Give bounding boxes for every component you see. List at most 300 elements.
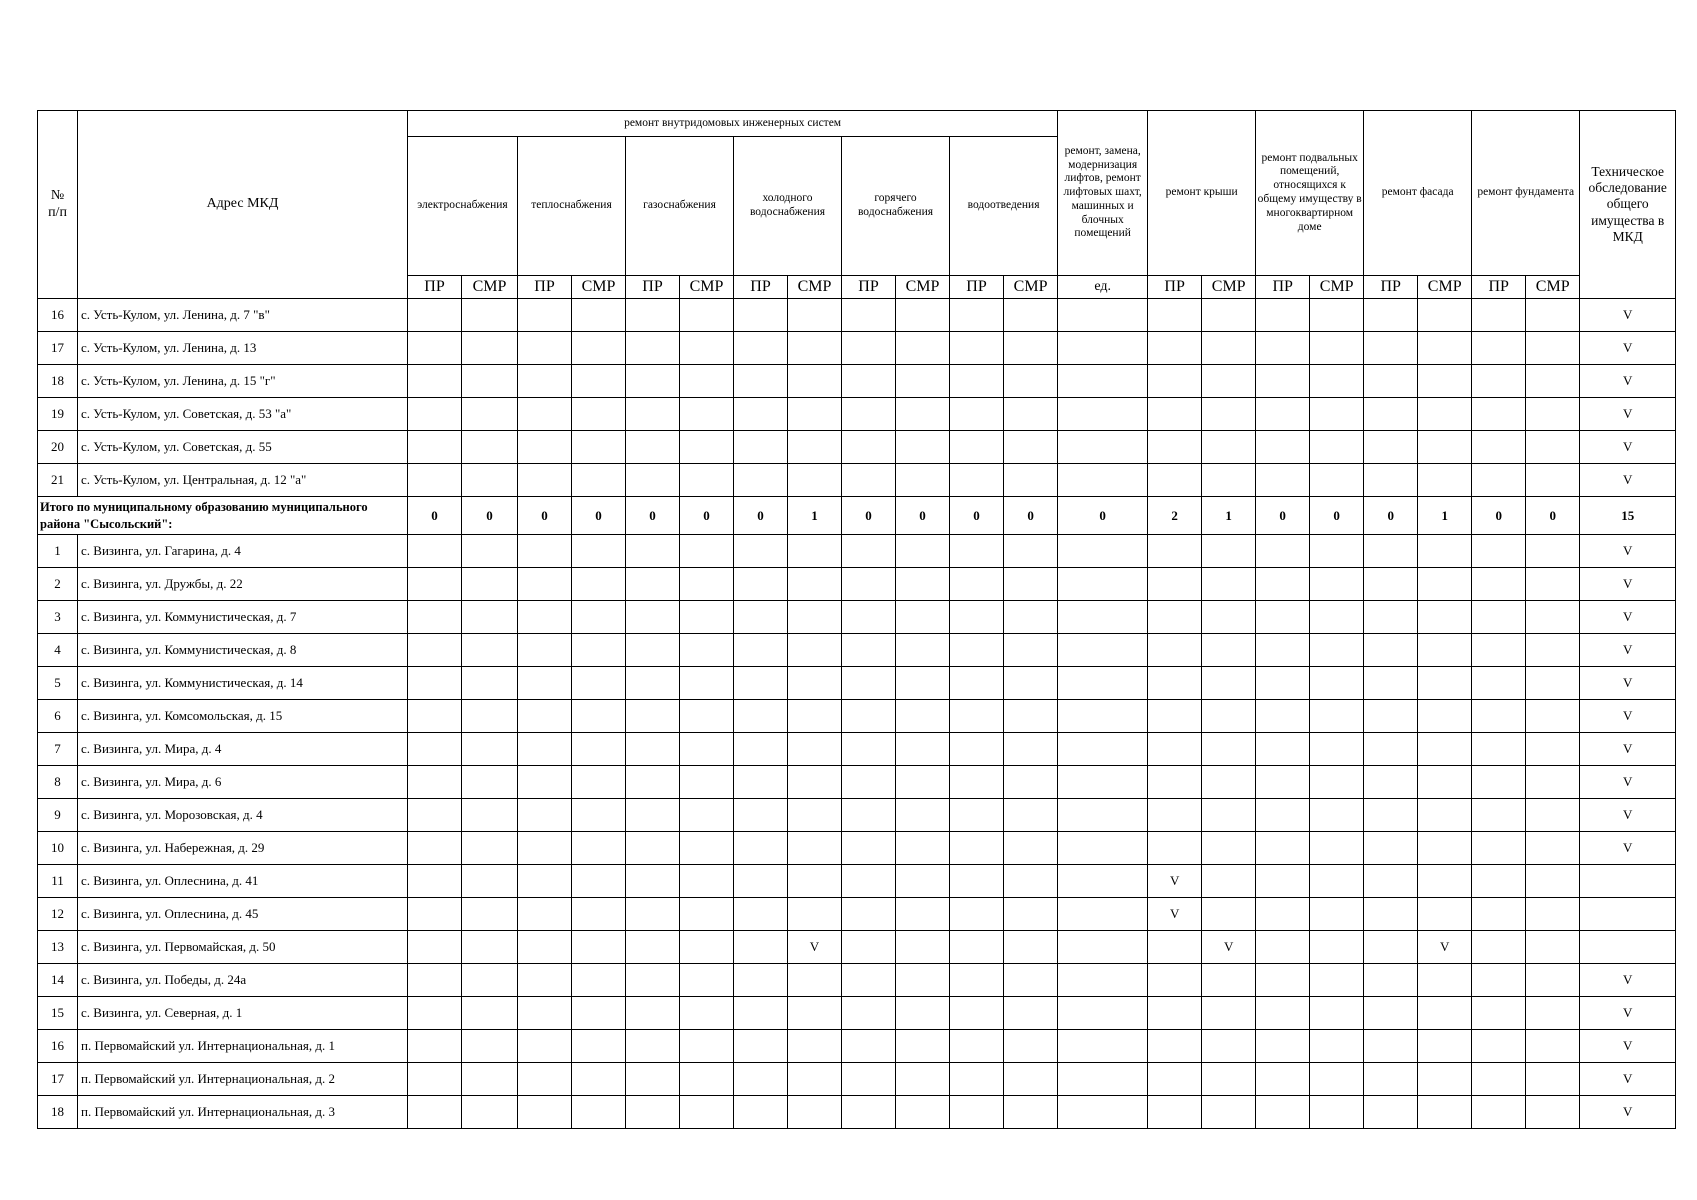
row-mark-cell [626, 332, 680, 365]
row-mark-cell [1004, 431, 1058, 464]
total-value: 0 [680, 497, 734, 535]
row-mark-cell [518, 733, 572, 766]
row-mark-cell [1418, 1030, 1472, 1063]
total-value: 0 [572, 497, 626, 535]
row-mark-cell [950, 997, 1004, 1030]
row-mark-cell [788, 832, 842, 865]
row-mark-cell [1310, 299, 1364, 332]
row-mark-cell [1148, 700, 1202, 733]
row-mark-cell [518, 865, 572, 898]
row-mark-cell [1418, 464, 1472, 497]
row-mark-cell [518, 601, 572, 634]
row-mark-cell [408, 667, 462, 700]
row-mark-cell [1310, 667, 1364, 700]
row-mark-cell [896, 535, 950, 568]
row-mark-cell [842, 1030, 896, 1063]
row-mark-cell [408, 766, 462, 799]
row-mark-cell [842, 535, 896, 568]
row-mark-cell [626, 634, 680, 667]
row-mark-cell [518, 667, 572, 700]
row-mark-cell [896, 299, 950, 332]
row-mark-cell [680, 733, 734, 766]
row-mark-cell [1472, 931, 1526, 964]
row-mark-cell [1364, 733, 1418, 766]
basement-header: ремонт подвальных помещений, относящихся к общему имуществу в многоквартирном доме [1256, 111, 1364, 276]
row-mark-cell [1472, 1030, 1526, 1063]
row-mark-cell [1472, 398, 1526, 431]
row-mark-cell [950, 431, 1004, 464]
engineering-systems-header: ремонт внутридомовых инженерных систем [408, 111, 1058, 137]
row-mark-cell [1004, 398, 1058, 431]
row-mark-cell [896, 832, 950, 865]
row-mark-cell [1526, 667, 1580, 700]
row-mark-cell [1418, 865, 1472, 898]
row-mark-cell [462, 535, 518, 568]
row-mark-cell: V [1148, 865, 1202, 898]
row-mark-cell [1526, 1063, 1580, 1096]
row-address: с. Визинга, ул. Коммунистическая, д. 7 [78, 601, 408, 634]
row-mark-cell [462, 898, 518, 931]
row-mark-cell [1526, 733, 1580, 766]
total-value: 0 [734, 497, 788, 535]
row-mark-cell [1418, 898, 1472, 931]
row-mark-cell [518, 1030, 572, 1063]
row-number: 17 [38, 332, 78, 365]
row-mark-cell [462, 997, 518, 1030]
row-mark-cell: V [1580, 398, 1676, 431]
row-mark-cell [1004, 799, 1058, 832]
smr-label: СМР [462, 276, 518, 299]
row-number: 6 [38, 700, 78, 733]
row-mark-cell [626, 865, 680, 898]
row-mark-cell [734, 1096, 788, 1129]
row-address: с. Визинга, ул. Набережная, д. 29 [78, 832, 408, 865]
row-mark-cell [1310, 700, 1364, 733]
row-mark-cell [572, 431, 626, 464]
foundation-header: ремонт фундамента [1472, 111, 1580, 276]
row-mark-cell [1472, 568, 1526, 601]
row-mark-cell [1472, 997, 1526, 1030]
row-address: с. Визинга, ул. Дружбы, д. 22 [78, 568, 408, 601]
table-row [38, 365, 1676, 398]
row-mark-cell [950, 832, 1004, 865]
row-mark-cell [788, 365, 842, 398]
row-mark-cell [1256, 601, 1310, 634]
total-label: Итого по муниципальному образованию муниципального района "Сысольский": [38, 497, 408, 535]
row-mark-cell [788, 898, 842, 931]
row-mark-cell [896, 766, 950, 799]
row-mark-cell [1418, 332, 1472, 365]
table-body [38, 111, 1676, 1129]
row-mark-cell [572, 1063, 626, 1096]
row-mark-cell [462, 931, 518, 964]
total-value: 1 [788, 497, 842, 535]
row-mark-cell [842, 733, 896, 766]
lifts-header: ремонт, замена, модернизация лифтов, ремонт лифтовых шахт, машинных и блочных помещений [1058, 111, 1148, 276]
row-mark-cell [408, 365, 462, 398]
table-row [38, 700, 1676, 733]
row-mark-cell [842, 398, 896, 431]
total-value: 0 [1058, 497, 1148, 535]
row-mark-cell [1004, 1096, 1058, 1129]
row-mark-cell [1472, 766, 1526, 799]
row-mark-cell [1256, 634, 1310, 667]
row-mark-cell [1580, 898, 1676, 931]
row-mark-cell [1148, 799, 1202, 832]
row-mark-cell [734, 898, 788, 931]
row-mark-cell [462, 832, 518, 865]
row-mark-cell [896, 431, 950, 464]
row-address: с. Визинга, ул. Мира, д. 4 [78, 733, 408, 766]
row-mark-cell: V [1580, 332, 1676, 365]
row-mark-cell [1472, 700, 1526, 733]
smr-label: СМР [1202, 276, 1256, 299]
row-mark-cell [1364, 865, 1418, 898]
total-value: 0 [1364, 497, 1418, 535]
row-mark-cell [1256, 1030, 1310, 1063]
row-mark-cell [518, 332, 572, 365]
row-mark-cell [734, 601, 788, 634]
row-mark-cell [1310, 1030, 1364, 1063]
row-mark-cell [896, 733, 950, 766]
row-mark-cell [680, 931, 734, 964]
row-mark-cell [1526, 365, 1580, 398]
row-mark-cell [1418, 535, 1472, 568]
row-mark-cell [1004, 766, 1058, 799]
row-mark-cell [1310, 1063, 1364, 1096]
smr-label: СМР [896, 276, 950, 299]
row-mark-cell [626, 1063, 680, 1096]
row-mark-cell [896, 568, 950, 601]
row-mark-cell [950, 601, 1004, 634]
row-mark-cell [1058, 799, 1148, 832]
row-mark-cell [1310, 733, 1364, 766]
row-mark-cell [950, 365, 1004, 398]
row-mark-cell [1526, 1096, 1580, 1129]
num-header-label: № п/п [48, 187, 67, 220]
row-mark-cell [408, 464, 462, 497]
row-mark-cell [1310, 365, 1364, 398]
row-mark-cell [626, 766, 680, 799]
row-mark-cell [1148, 634, 1202, 667]
row-mark-cell [1202, 898, 1256, 931]
inspection-header: Техническое обследование общего имущества в МКД [1580, 111, 1676, 299]
row-mark-cell [1058, 398, 1148, 431]
row-mark-cell [1202, 1063, 1256, 1096]
row-mark-cell [572, 601, 626, 634]
row-mark-cell [734, 535, 788, 568]
row-address: п. Первомайский ул. Интернациональная, д. 1 [78, 1030, 408, 1063]
row-mark-cell [462, 1096, 518, 1129]
row-mark-cell [1472, 332, 1526, 365]
row-address: с. Визинга, ул. Коммунистическая, д. 14 [78, 667, 408, 700]
row-mark-cell [788, 299, 842, 332]
row-mark-cell [1472, 634, 1526, 667]
row-mark-cell [1058, 766, 1148, 799]
row-mark-cell [1364, 464, 1418, 497]
row-mark-cell [1058, 365, 1148, 398]
row-mark-cell [1148, 431, 1202, 464]
row-mark-cell [950, 634, 1004, 667]
row-mark-cell [950, 667, 1004, 700]
row-mark-cell [1058, 431, 1148, 464]
row-mark-cell [462, 667, 518, 700]
row-mark-cell [950, 535, 1004, 568]
row-mark-cell [462, 733, 518, 766]
row-mark-cell: V [1580, 365, 1676, 398]
total-value: 0 [896, 497, 950, 535]
total-value: 0 [1256, 497, 1310, 535]
row-number: 1 [38, 535, 78, 568]
row-mark-cell [1526, 332, 1580, 365]
row-mark-cell [1472, 431, 1526, 464]
row-mark-cell [1418, 431, 1472, 464]
row-address: с. Усть-Кулом, ул. Центральная, д. 12 "а" [78, 464, 408, 497]
pr-label: ПР [1256, 276, 1310, 299]
row-mark-cell [788, 997, 842, 1030]
heat-header: теплоснабжения [518, 137, 626, 276]
row-mark-cell [1202, 832, 1256, 865]
row-mark-cell [1418, 398, 1472, 431]
row-mark-cell [1364, 964, 1418, 997]
row-mark-cell [1472, 1096, 1526, 1129]
row-mark-cell [1364, 299, 1418, 332]
row-mark-cell [1148, 365, 1202, 398]
row-mark-cell [896, 464, 950, 497]
total-value: 15 [1580, 497, 1676, 535]
row-mark-cell: V [1148, 898, 1202, 931]
row-mark-cell [1310, 601, 1364, 634]
row-mark-cell [1472, 601, 1526, 634]
row-mark-cell: V [1580, 1096, 1676, 1129]
row-mark-cell [680, 398, 734, 431]
total-value: 2 [1148, 497, 1202, 535]
row-mark-cell [408, 431, 462, 464]
row-mark-cell [1256, 299, 1310, 332]
facade-header: ремонт фасада [1364, 111, 1472, 276]
row-mark-cell [1058, 832, 1148, 865]
row-mark-cell [842, 931, 896, 964]
row-mark-cell [1256, 898, 1310, 931]
table-row [38, 1063, 1676, 1096]
row-mark-cell [1364, 365, 1418, 398]
row-mark-cell [842, 799, 896, 832]
row-mark-cell [1526, 931, 1580, 964]
row-mark-cell [462, 1030, 518, 1063]
row-mark-cell [1058, 464, 1148, 497]
row-mark-cell [1310, 634, 1364, 667]
row-mark-cell [1256, 568, 1310, 601]
row-mark-cell [572, 799, 626, 832]
row-number: 12 [38, 898, 78, 931]
row-mark-cell [1058, 997, 1148, 1030]
row-mark-cell [462, 634, 518, 667]
row-mark-cell [788, 398, 842, 431]
row-mark-cell [462, 398, 518, 431]
row-mark-cell [734, 667, 788, 700]
total-value: 0 [626, 497, 680, 535]
row-number: 19 [38, 398, 78, 431]
row-mark-cell [408, 1096, 462, 1129]
row-mark-cell [1364, 1030, 1418, 1063]
row-mark-cell [1148, 997, 1202, 1030]
header-row-1 [38, 111, 1676, 137]
row-mark-cell [896, 964, 950, 997]
row-mark-cell [1472, 535, 1526, 568]
row-mark-cell [626, 568, 680, 601]
row-mark-cell [842, 997, 896, 1030]
row-mark-cell [1526, 1030, 1580, 1063]
table-row [38, 964, 1676, 997]
row-mark-cell [408, 634, 462, 667]
row-mark-cell [1472, 865, 1526, 898]
row-mark-cell [950, 568, 1004, 601]
row-mark-cell [462, 799, 518, 832]
row-mark-cell [1058, 733, 1148, 766]
row-mark-cell [1418, 667, 1472, 700]
row-mark-cell: V [1580, 568, 1676, 601]
row-mark-cell [1418, 365, 1472, 398]
table-row [38, 865, 1676, 898]
row-mark-cell [1526, 832, 1580, 865]
row-mark-cell [518, 1063, 572, 1096]
row-mark-cell [788, 1063, 842, 1096]
table-row [38, 299, 1676, 332]
row-mark-cell [788, 766, 842, 799]
row-mark-cell [788, 733, 842, 766]
row-number: 2 [38, 568, 78, 601]
row-mark-cell [1058, 667, 1148, 700]
row-mark-cell [1472, 898, 1526, 931]
row-mark-cell [1202, 535, 1256, 568]
row-mark-cell [1256, 1096, 1310, 1129]
row-mark-cell [626, 1096, 680, 1129]
row-mark-cell [1364, 931, 1418, 964]
table-row [38, 931, 1676, 964]
row-mark-cell [626, 667, 680, 700]
row-mark-cell [1364, 398, 1418, 431]
row-mark-cell: V [1580, 832, 1676, 865]
row-mark-cell [734, 568, 788, 601]
row-mark-cell [842, 1063, 896, 1096]
row-mark-cell [1058, 634, 1148, 667]
row-mark-cell [896, 365, 950, 398]
row-mark-cell [572, 1096, 626, 1129]
row-mark-cell [788, 535, 842, 568]
row-number: 18 [38, 1096, 78, 1129]
row-mark-cell [572, 898, 626, 931]
row-mark-cell [1148, 931, 1202, 964]
row-mark-cell [1472, 464, 1526, 497]
row-mark-cell [1148, 332, 1202, 365]
row-mark-cell [1148, 568, 1202, 601]
row-mark-cell [1202, 865, 1256, 898]
row-mark-cell: V [1580, 464, 1676, 497]
row-mark-cell [1418, 634, 1472, 667]
row-mark-cell [572, 398, 626, 431]
row-mark-cell [1256, 865, 1310, 898]
row-mark-cell [896, 332, 950, 365]
row-mark-cell: V [1580, 733, 1676, 766]
smr-label: СМР [788, 276, 842, 299]
row-mark-cell [680, 365, 734, 398]
smr-label: СМР [1526, 276, 1580, 299]
total-row [38, 497, 1676, 535]
row-mark-cell [462, 365, 518, 398]
row-mark-cell [1256, 997, 1310, 1030]
row-mark-cell [1418, 964, 1472, 997]
row-mark-cell: V [1580, 299, 1676, 332]
row-mark-cell [1418, 997, 1472, 1030]
row-mark-cell [518, 535, 572, 568]
row-mark-cell [1526, 799, 1580, 832]
row-address: с. Визинга, ул. Первомайская, д. 50 [78, 931, 408, 964]
row-mark-cell [1148, 535, 1202, 568]
row-mark-cell [1256, 398, 1310, 431]
row-mark-cell [734, 997, 788, 1030]
row-mark-cell [842, 700, 896, 733]
row-address: с. Визинга, ул. Мира, д. 6 [78, 766, 408, 799]
row-mark-cell [1310, 898, 1364, 931]
row-mark-cell [1472, 667, 1526, 700]
row-mark-cell [842, 601, 896, 634]
row-mark-cell: V [1580, 964, 1676, 997]
table-row [38, 667, 1676, 700]
row-mark-cell [950, 700, 1004, 733]
table-row [38, 1096, 1676, 1129]
row-mark-cell [1004, 535, 1058, 568]
pr-label: ПР [734, 276, 788, 299]
row-mark-cell [680, 634, 734, 667]
row-mark-cell [734, 700, 788, 733]
row-mark-cell [518, 931, 572, 964]
row-address: с. Усть-Кулом, ул. Ленина, д. 7 "в" [78, 299, 408, 332]
row-number: 5 [38, 667, 78, 700]
row-mark-cell [1058, 535, 1148, 568]
row-mark-cell [842, 766, 896, 799]
row-mark-cell [1202, 464, 1256, 497]
row-mark-cell [408, 1030, 462, 1063]
row-mark-cell [1364, 832, 1418, 865]
row-mark-cell [626, 431, 680, 464]
row-mark-cell [896, 865, 950, 898]
row-mark-cell [408, 601, 462, 634]
row-number: 9 [38, 799, 78, 832]
row-mark-cell [626, 799, 680, 832]
row-mark-cell [1526, 865, 1580, 898]
row-mark-cell [408, 733, 462, 766]
row-mark-cell [1310, 799, 1364, 832]
row-mark-cell [1418, 568, 1472, 601]
row-mark-cell [518, 964, 572, 997]
row-mark-cell [1148, 667, 1202, 700]
row-mark-cell [1058, 964, 1148, 997]
row-mark-cell [518, 568, 572, 601]
row-mark-cell [734, 931, 788, 964]
gas-header: газоснабжения [626, 137, 734, 276]
row-mark-cell [1310, 865, 1364, 898]
row-mark-cell [1418, 733, 1472, 766]
table-row [38, 997, 1676, 1030]
row-mark-cell [950, 898, 1004, 931]
row-mark-cell [1058, 700, 1148, 733]
row-number: 11 [38, 865, 78, 898]
row-mark-cell [462, 865, 518, 898]
row-mark-cell [950, 865, 1004, 898]
row-mark-cell [1364, 431, 1418, 464]
row-mark-cell [626, 700, 680, 733]
row-mark-cell [1310, 997, 1364, 1030]
